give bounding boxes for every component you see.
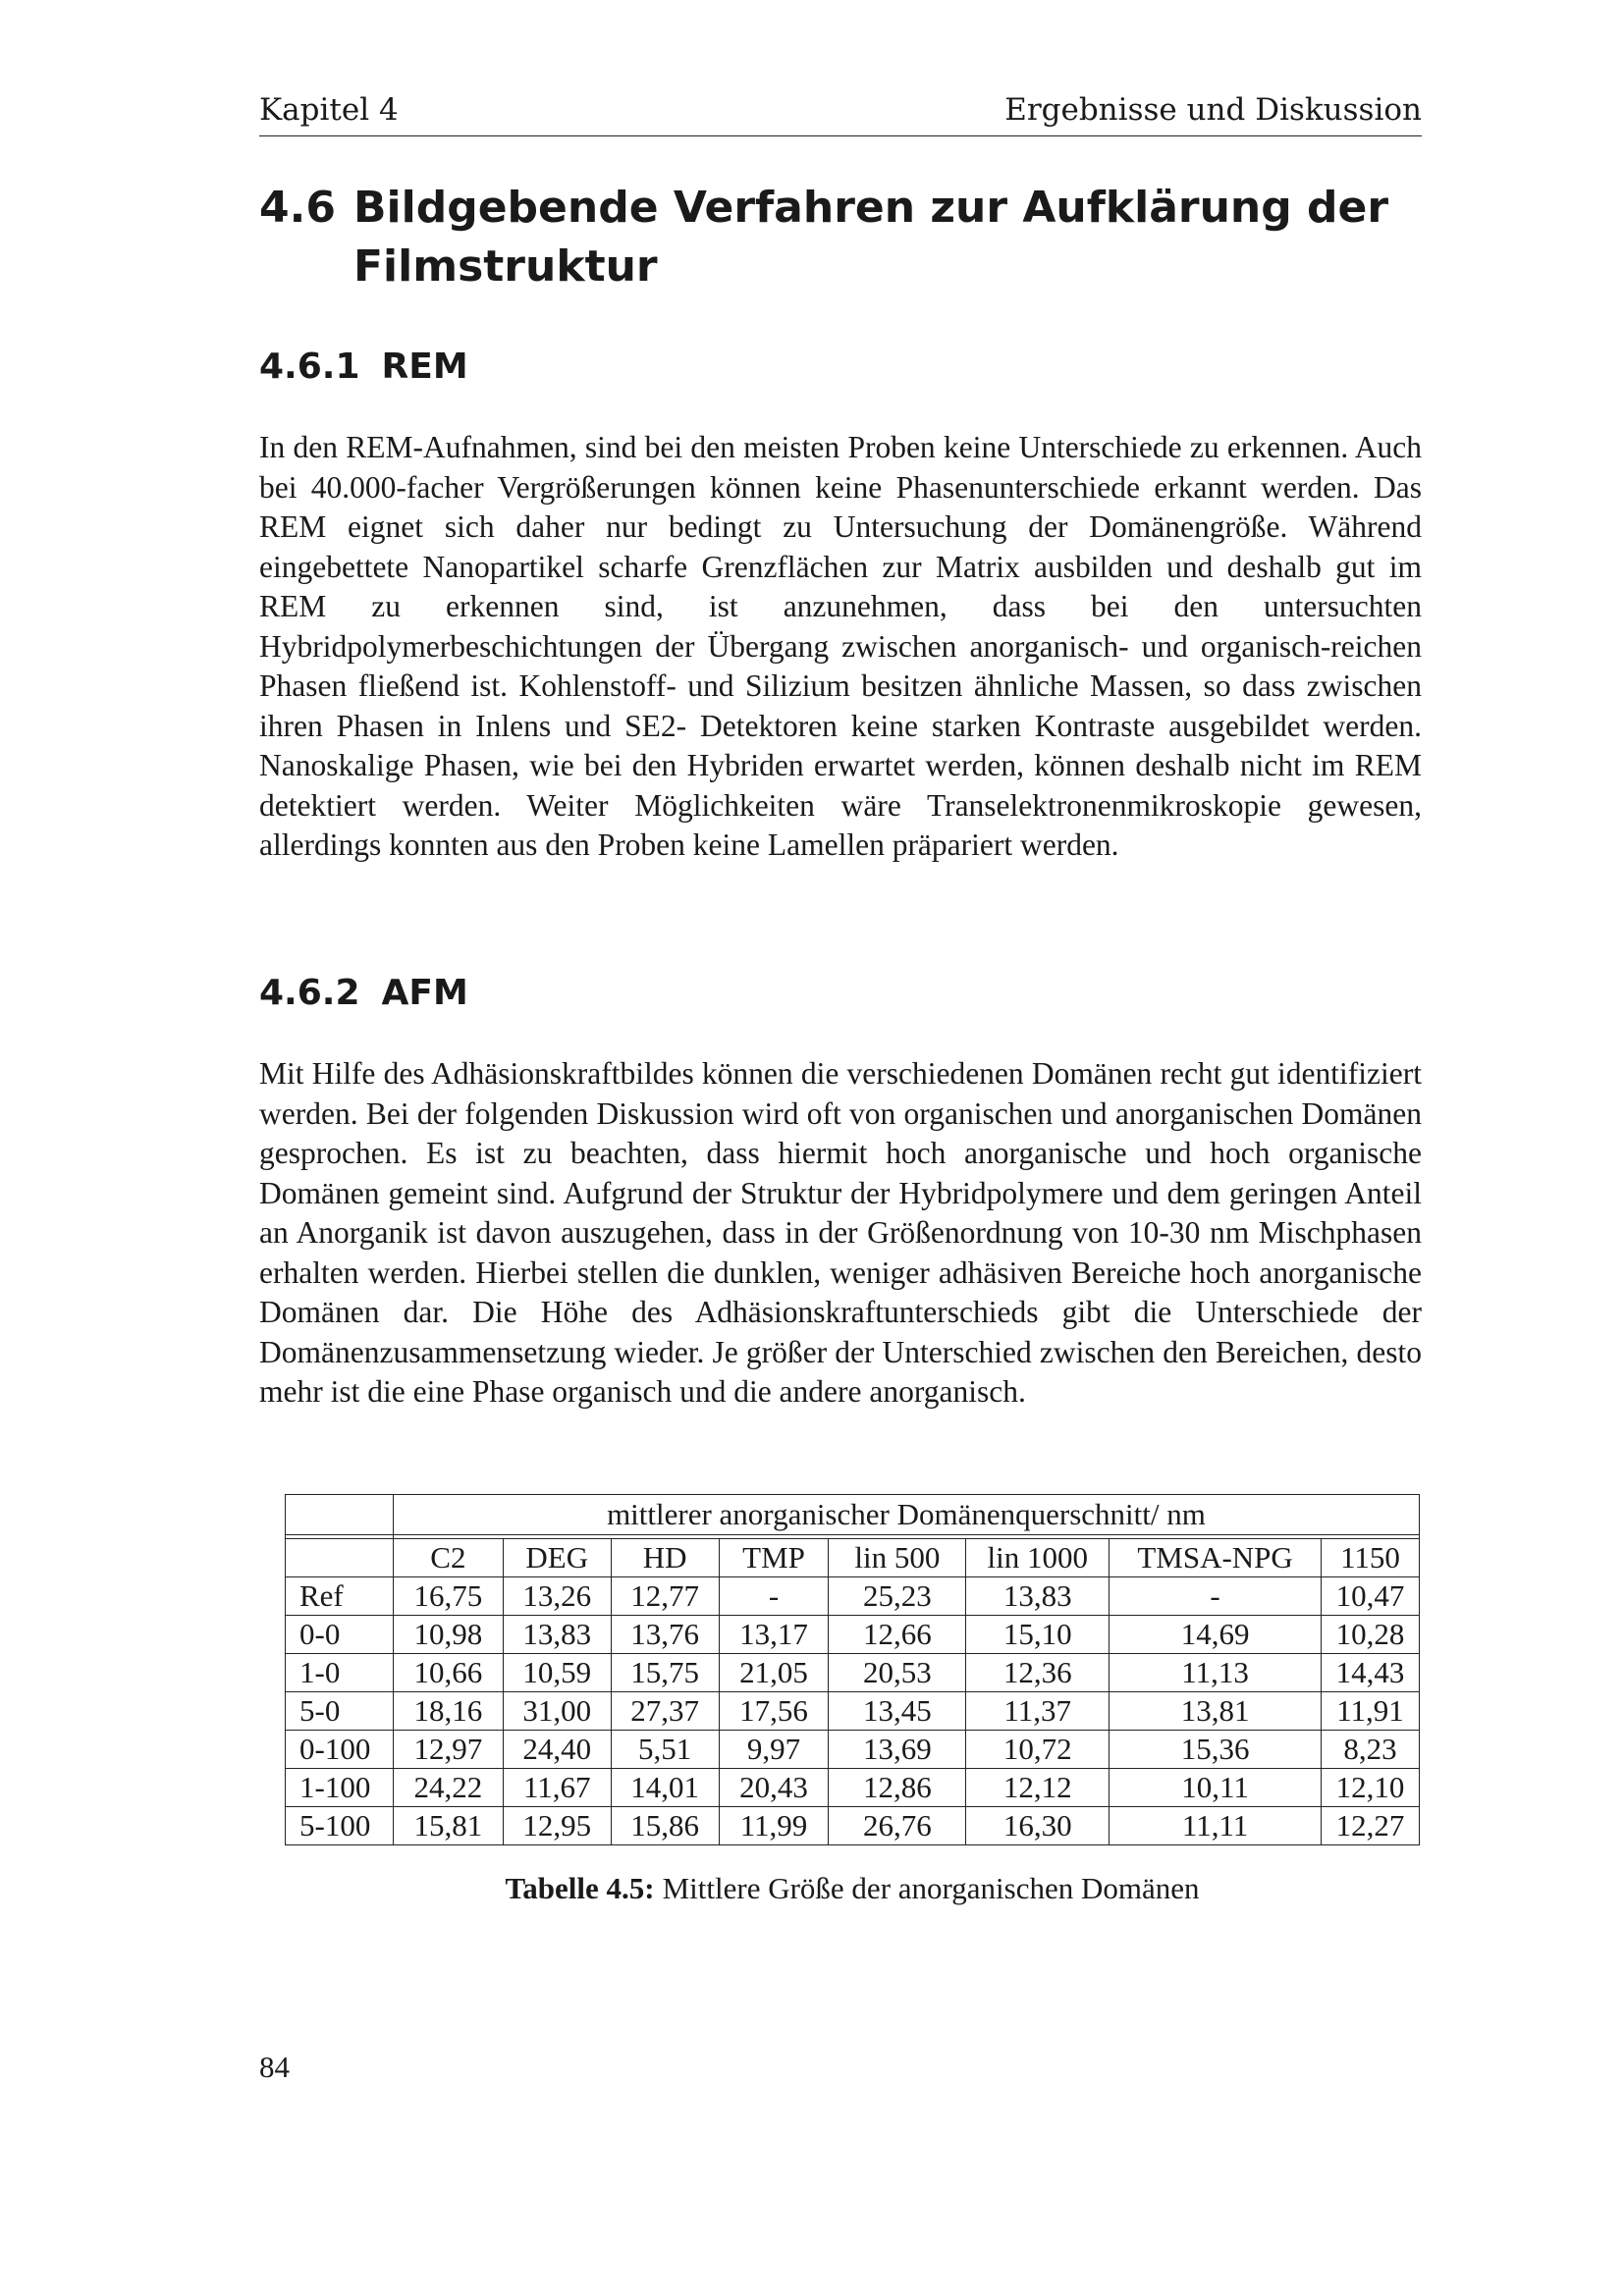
table-super-header: mittlerer anorganischer Domänenquerschnitt/ nm <box>393 1495 1419 1535</box>
caption-label: Tabelle 4.5: <box>505 1871 655 1905</box>
table-cell: 16,75 <box>393 1577 503 1616</box>
empty-corner-cell <box>286 1539 394 1577</box>
table-cell: 10,59 <box>503 1654 611 1692</box>
table-cell: 15,75 <box>611 1654 719 1692</box>
table-cell: 24,40 <box>503 1731 611 1769</box>
table-cell: - <box>1110 1577 1322 1616</box>
table-row <box>286 1577 1420 1616</box>
table-cell: 14,01 <box>611 1769 719 1807</box>
domain-size-table <box>285 1494 1420 1845</box>
row-label: 1-0 <box>286 1654 394 1692</box>
table-cell: 10,66 <box>393 1654 503 1692</box>
table-cell: 12,36 <box>966 1654 1110 1692</box>
table-cell: 12,77 <box>611 1577 719 1616</box>
row-label: 5-100 <box>286 1807 394 1845</box>
table-cell: 12,95 <box>503 1807 611 1845</box>
table-cell: 31,00 <box>503 1692 611 1731</box>
table-cell: 12,66 <box>829 1616 966 1654</box>
table-cell: 15,81 <box>393 1807 503 1845</box>
table-cell: 15,10 <box>966 1616 1110 1654</box>
column-header: C2 <box>393 1539 503 1577</box>
table-cell: 11,11 <box>1110 1807 1322 1845</box>
table-row <box>286 1807 1420 1845</box>
table-cell: 13,83 <box>503 1616 611 1654</box>
domain-size-table-wrapper <box>285 1494 1420 1845</box>
table-cell: 11,37 <box>966 1692 1110 1731</box>
section-heading <box>259 179 1422 296</box>
table-cell: 10,72 <box>966 1731 1110 1769</box>
table-caption <box>285 1869 1420 1908</box>
column-header: TMP <box>719 1539 829 1577</box>
table-cell: 17,56 <box>719 1692 829 1731</box>
table-cell: 11,91 <box>1322 1692 1420 1731</box>
header-chapter-title: Ergebnisse und Diskussion <box>1004 92 1422 128</box>
table-cell: 5,51 <box>611 1731 719 1769</box>
caption-text: Mittlere Größe der anorganischen Domänen <box>662 1871 1200 1905</box>
table-row <box>286 1654 1420 1692</box>
table-cell: 11,13 <box>1110 1654 1322 1692</box>
table-cell: 13,81 <box>1110 1692 1322 1731</box>
table-cell: 26,76 <box>829 1807 966 1845</box>
table-column-header-row <box>286 1539 1420 1577</box>
table-cell: - <box>719 1577 829 1616</box>
subsection-title: REM <box>381 347 468 387</box>
table-cell: 27,37 <box>611 1692 719 1731</box>
subsection-number: 4.6.1 <box>259 347 360 387</box>
table-super-header-row <box>286 1495 1420 1535</box>
table-cell: 13,45 <box>829 1692 966 1731</box>
column-header: lin 500 <box>829 1539 966 1577</box>
row-label: 0-0 <box>286 1616 394 1654</box>
column-header: lin 1000 <box>966 1539 1110 1577</box>
table-cell: 13,69 <box>829 1731 966 1769</box>
table-cell: 20,53 <box>829 1654 966 1692</box>
table-cell: 21,05 <box>719 1654 829 1692</box>
section-number: 4.6 <box>259 183 336 233</box>
table-row <box>286 1692 1420 1731</box>
table-row <box>286 1616 1420 1654</box>
table-cell: 8,23 <box>1322 1731 1420 1769</box>
column-header: 1150 <box>1322 1539 1420 1577</box>
table-cell: 9,97 <box>719 1731 829 1769</box>
table-cell: 10,11 <box>1110 1769 1322 1807</box>
table-cell: 25,23 <box>829 1577 966 1616</box>
table-cell: 18,16 <box>393 1692 503 1731</box>
subsection-heading-rem <box>259 346 1422 389</box>
table-row <box>286 1769 1420 1807</box>
running-header <box>259 90 1422 136</box>
row-label: 1-100 <box>286 1769 394 1807</box>
table-cell: 15,36 <box>1110 1731 1322 1769</box>
table-cell: 13,17 <box>719 1616 829 1654</box>
subsection-heading-afm <box>259 972 1422 1015</box>
afm-paragraph: Mit Hilfe des Adhäsionskraftbildes können die verschiedenen Domänen recht gut identifiziert werden. Bei der folgenden Diskussion wird oft von organischen und anorganischen Domänen gesprochen. Es ist zu beachten, dass hiermit hoch anorganische und hoch organische Domänen gemeint sind. Aufgrund der Struktur der Hybridpolymere und dem geringen Anteil an Anorganik ist davon auszugehen, dass in der Größenordnung von 10-30 nm Mischphasen erhalten werden. Hierbei stellen die dunklen, weniger adhäsiven Bereiche hoch anorganische Domänen dar. Die Höhe des Adhäsionskraftunterschieds gibt die Unterschiede der Domänenzusammensetzung wieder. Je größer der Unterschied zwischen den Bereichen, desto mehr ist die eine Phase organisch und die andere anorganisch. <box>259 1056 1422 1409</box>
table-row <box>286 1731 1420 1769</box>
table-cell: 14,43 <box>1322 1654 1420 1692</box>
header-chapter: Kapitel 4 <box>259 92 399 128</box>
table-cell: 12,97 <box>393 1731 503 1769</box>
section-title: Bildgebende Verfahren zur Aufklärung der Filmstruktur <box>353 183 1389 292</box>
table-cell: 13,76 <box>611 1616 719 1654</box>
table-cell: 16,30 <box>966 1807 1110 1845</box>
column-header: TMSA-NPG <box>1110 1539 1322 1577</box>
empty-corner-cell <box>286 1495 394 1535</box>
table-cell: 12,10 <box>1322 1769 1420 1807</box>
table-cell: 14,69 <box>1110 1616 1322 1654</box>
page-number: 84 <box>259 2050 290 2084</box>
table-cell: 10,28 <box>1322 1616 1420 1654</box>
column-header: HD <box>611 1539 719 1577</box>
table-cell: 12,86 <box>829 1769 966 1807</box>
table-cell: 10,98 <box>393 1616 503 1654</box>
table-cell: 24,22 <box>393 1769 503 1807</box>
table-cell: 15,86 <box>611 1807 719 1845</box>
subsection-title: AFM <box>381 973 468 1013</box>
rem-paragraph: In den REM-Aufnahmen, sind bei den meisten Proben keine Unterschiede zu erkennen. Auch bei 40.000-facher Vergrößerungen können keine Phasenunterschiede erkannt werden. Das REM eignet sich daher nur bedingt zu Untersuchung der Domänengröße. Während eingebettete Nanopartikel scharfe Grenzflächen zur Matrix ausbilden und deshalb gut im REM zu erkennen sind, ist anzunehmen, dass bei den untersuchten Hybridpolymerbeschichtungen der Übergang zwischen anorganisch- und organisch-reichen Phasen fließend ist. Kohlenstoff- und Silizium besitzen ähnliche Massen, so dass zwischen ihren Phasen in Inlens und SE2- Detektoren keine starken Kontraste ausgebildet werden. Nanoskalige Phasen, wie bei den Hybriden erwartet werden, können deshalb nicht im REM detektiert werden. Weiter Möglichkeiten wäre Transelektronenmikroskopie gewesen, allerdings konnten aus den Proben keine Lamellen präpariert werden. <box>259 430 1422 862</box>
row-label: 5-0 <box>286 1692 394 1731</box>
subsection-number: 4.6.2 <box>259 973 360 1013</box>
table-cell: 13,26 <box>503 1577 611 1616</box>
table-cell: 11,99 <box>719 1807 829 1845</box>
table-cell: 11,67 <box>503 1769 611 1807</box>
table-cell: 12,27 <box>1322 1807 1420 1845</box>
table-cell: 20,43 <box>719 1769 829 1807</box>
table-cell: 13,83 <box>966 1577 1110 1616</box>
row-label: 0-100 <box>286 1731 394 1769</box>
column-header: DEG <box>503 1539 611 1577</box>
table-cell: 12,12 <box>966 1769 1110 1807</box>
table-cell: 10,47 <box>1322 1577 1420 1616</box>
row-label: Ref <box>286 1577 394 1616</box>
